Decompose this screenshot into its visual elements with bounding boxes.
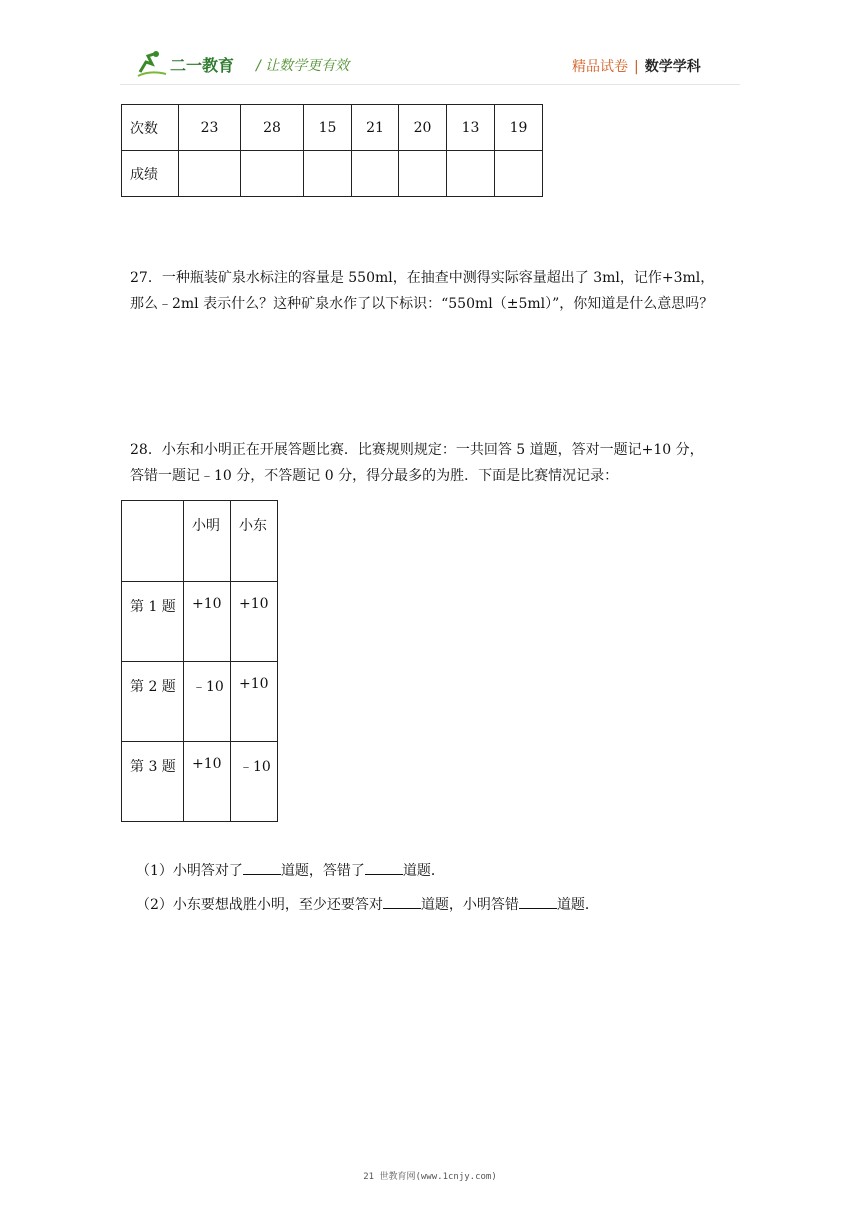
table-cell: 21 [352,105,399,151]
header-quality-label: 精品试卷 [572,59,628,75]
table-cell: 23 [179,105,241,151]
table-cell [352,151,399,197]
table-cell [179,151,241,197]
table-cell [241,151,304,197]
answer-blank[interactable] [519,892,557,909]
table-row [122,662,278,742]
sub-question-2 [136,892,599,917]
count-score-table [121,104,543,197]
question-27 [130,265,740,317]
sub-question-1 [136,858,445,883]
table-cell [304,151,352,197]
answer-blank[interactable] [365,858,403,875]
header-slogan: / 让数学更有效 [256,58,350,74]
table-cell: ﹣10 [231,742,278,822]
question-label: 第 1 题 [122,582,184,662]
header-cell-xiaodong: 小东 [231,501,278,582]
table-cell: 20 [399,105,447,151]
row-label: 次数 [122,105,179,151]
page-header [0,0,860,90]
sub-question-text: （2）小东要想战胜小明，至少还要答对 [136,897,383,913]
table-cell [447,151,495,197]
answer-blank[interactable] [243,858,281,875]
header-cell [122,501,184,582]
sub-question-text: 道题，小明答错 [420,897,519,913]
table-header-row [122,501,278,582]
sub-question-text: 道题． [556,897,599,913]
header-right [572,56,701,76]
question-28-line-1: 28．小东和小明正在开展答题比赛．比赛规则规定：一共回答 5 道题，答对一题记+10 分， [130,442,704,458]
page-footer: 21 世教育网(www.1cnjy.com) [363,1172,497,1182]
header-separator: | [634,59,639,75]
table-cell: 28 [241,105,304,151]
table-cell: +10 [231,582,278,662]
table-cell: +10 [184,582,231,662]
table-cell: 15 [304,105,352,151]
table-row [122,151,543,197]
question-27-line-2: 那么﹣2ml 表示什么？这种矿泉水作了以下标识：“550ml（±5ml）”，你知道是什么意思吗？ [130,296,714,312]
question-label: 第 3 题 [122,742,184,822]
table-cell: ﹣10 [184,662,231,742]
sub-question-text: 道题． [402,863,445,879]
question-28-line-2: 答错一题记﹣10 分，不答题记 0 分，得分最多的为胜．下面是比赛情况记录： [130,468,619,484]
table-row [122,105,543,151]
table-cell [495,151,543,197]
question-27-line-1: 27．一种瓶装矿泉水标注的容量是 550ml，在抽查中测得实际容量超出了 3ml，记作+3ml， [130,270,715,286]
table-cell: 13 [447,105,495,151]
header-subject: 数学学科 [644,59,701,75]
table-cell: +10 [231,662,278,742]
sub-question-text: （1）小明答对了 [136,863,243,879]
competition-record-table [121,500,278,822]
table-row [122,582,278,662]
row-label: 成绩 [122,151,179,197]
question-28 [130,437,740,489]
header-divider [120,84,740,85]
table-row [122,742,278,822]
logo-runner-icon [136,50,246,78]
logo-text: 二一教育 [170,56,235,75]
table-cell [399,151,447,197]
sub-question-text: 道题，答错了 [280,863,365,879]
table-cell: 19 [495,105,543,151]
header-cell-xiaoming: 小明 [184,501,231,582]
table-cell: +10 [184,742,231,822]
answer-blank[interactable] [383,892,421,909]
question-label: 第 2 题 [122,662,184,742]
